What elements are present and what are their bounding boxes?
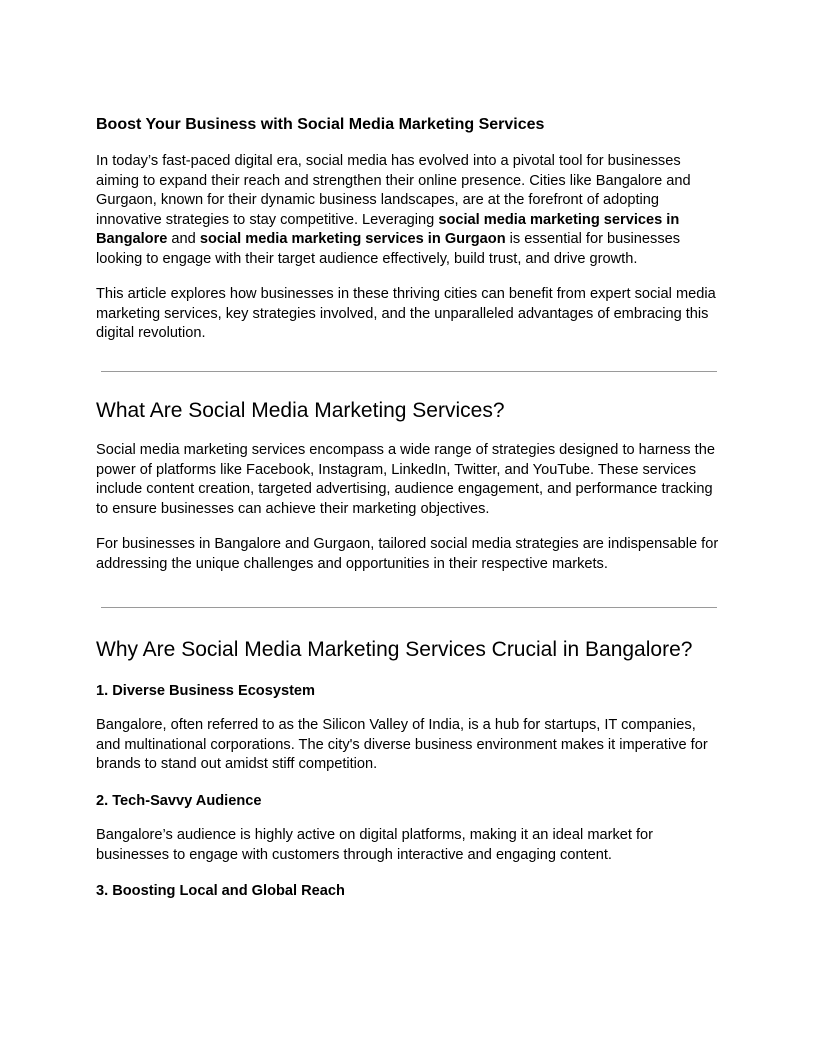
section-divider — [101, 371, 717, 372]
intro-keyword-bangalore: social media marketing services in Bangalore — [96, 211, 680, 248]
section-heading-why-crucial: Why Are Social Media Marketing Services Crucial in Bangalore? — [96, 638, 693, 661]
subheading-diverse-ecosystem: 1. Diverse Business Ecosystem — [96, 683, 316, 699]
intro-text-b: and — [167, 231, 200, 248]
paragraph-tech-savvy: Bangalore’s audience is highly active on digital platforms, making it an ideal market for businesses to engage with customers through interactive and engaging content. — [96, 827, 654, 863]
section1-paragraph-2: For businesses in Bangalore and Gurgaon, tailored social media strategies are indispensable for addressing the unique challenges and opportunities in their respective markets. — [96, 536, 719, 572]
subheading-tech-savvy: 2. Tech-Savvy Audience — [96, 793, 262, 809]
section-heading-what-are: What Are Social Media Marketing Services? — [96, 399, 505, 422]
article-title: Boost Your Business with Social Media Marketing Services — [96, 116, 545, 133]
intro-text-a: In today’s fast-paced digital era, social media has evolved into a pivotal tool for businesses aiming to expand their reach and strengthen their online presence. Cities like Bangalore and Gurgaon, known for their dynamic business landscapes, are at the forefront of adopting innovative strategies to stay competitive. Leveraging — [96, 153, 691, 228]
subheading-local-global-reach: 3. Boosting Local and Global Reach — [96, 883, 345, 899]
paragraph-diverse-ecosystem: Bangalore, often referred to as the Silicon Valley of India, is a hub for startups, IT companies, and multinational corporations. The city's diverse business environment makes it imperative for brands to stand out amidst stiff competition. — [96, 717, 708, 773]
intro-text-c: is essential for businesses looking to engage with their target audience effectively, build trust, and drive growth. — [96, 231, 681, 267]
intro-paragraph-2: This article explores how businesses in these thriving cities can benefit from expert social media marketing services, key strategies involved, and the unparalleled advantages of embracing this digital revolution. — [96, 286, 716, 342]
intro-keyword-gurgaon: social media marketing services in Gurgaon — [199, 231, 506, 248]
section1-paragraph-1: Social media marketing services encompass a wide range of strategies designed to harness the power of platforms like Facebook, Instagram, LinkedIn, Twitter, and YouTube. These services include content creation, targeted advertising, audience engagement, and performance tracking to ensure businesses can achieve their marketing objectives. — [96, 442, 715, 517]
intro-paragraph-1 — [96, 152, 720, 270]
section-divider — [101, 607, 717, 608]
